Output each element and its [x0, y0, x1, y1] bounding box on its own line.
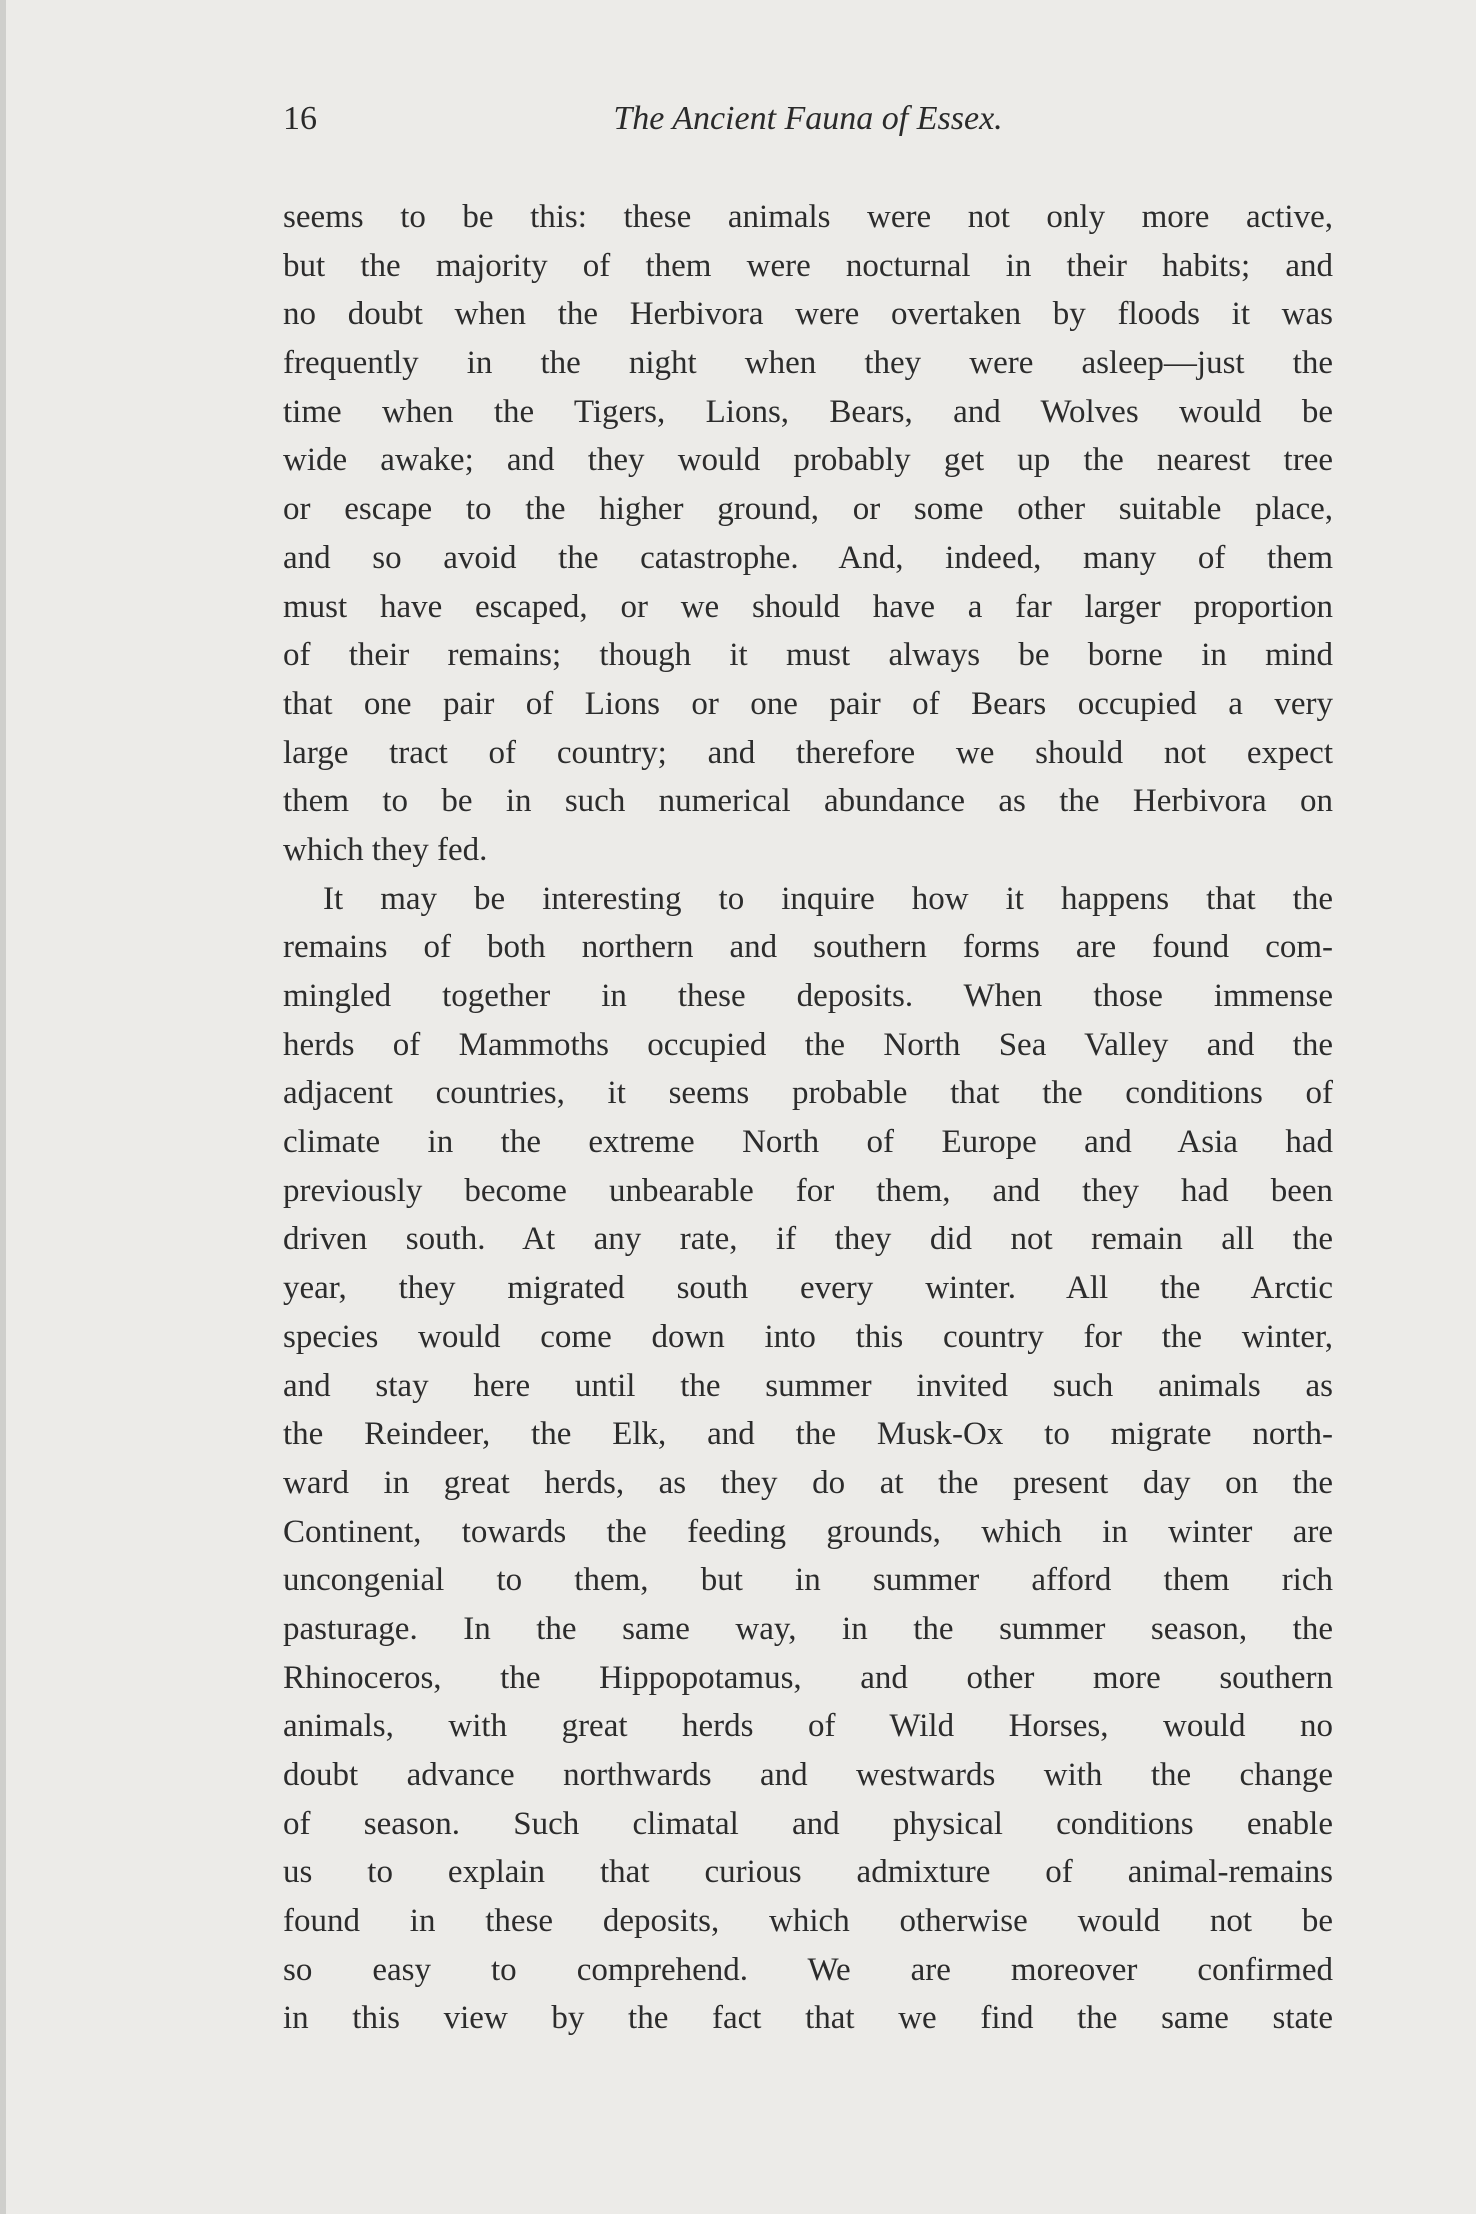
text-line: found in these deposits, which otherwise would not be: [283, 1903, 1333, 1940]
text-line: in this view by the fact that we find the same state: [283, 2000, 1333, 2037]
page-edge-shadow: [0, 0, 6, 2214]
text-line: adjacent countries, it seems probable that the conditions of: [283, 1075, 1333, 1112]
text-line: seems to be this: these animals were not only more active,: [283, 199, 1333, 235]
text-line: remains of both northern and southern forms are found com-: [283, 929, 1333, 966]
text-line: of their remains; though it must always be borne in mind: [283, 637, 1333, 674]
text-line: Rhinoceros, the Hippopotamus, and other more southern: [283, 1659, 1333, 1696]
text-line: them to be in such numerical abundance as the Herbivora on: [283, 783, 1333, 820]
text-line: It may be interesting to inquire how it happens that the: [323, 880, 1333, 917]
text-line: must have escaped, or we should have a far larger proportion: [283, 588, 1333, 625]
text-line: of season. Such climatal and physical conditions enable: [283, 1805, 1333, 1842]
body-text: [283, 193, 1333, 2043]
text-line: Continent, towards the feeding grounds, which in winter are: [283, 1513, 1333, 1550]
text-line: and so avoid the catastrophe. And, indeed, many of them: [283, 539, 1333, 576]
text-line: species would come down into this country for the winter,: [283, 1318, 1333, 1355]
text-line: pasturage. In the same way, in the summer season, the: [283, 1610, 1333, 1647]
text-line: previously become unbearable for them, and they had been: [283, 1172, 1333, 1209]
running-title: The Ancient Fauna of Essex.: [613, 100, 1003, 137]
text-line: herds of Mammoths occupied the North Sea Valley and the: [283, 1026, 1333, 1063]
text-line: mingled together in these deposits. When those immense: [283, 978, 1333, 1014]
text-line: frequently in the night when they were asleep—just the: [283, 345, 1333, 382]
text-line: uncongenial to them, but in summer afford them rich: [283, 1562, 1333, 1599]
text-line: year, they migrated south every winter. All the Arctic: [283, 1270, 1333, 1307]
text-line: doubt advance northwards and westwards with the change: [283, 1757, 1333, 1793]
text-line: us to explain that curious admixture of animal-remains: [283, 1854, 1333, 1891]
text-line: ward in great herds, as they do at the present day on the: [283, 1464, 1333, 1501]
text-line: time when the Tigers, Lions, Bears, and Wolves would be: [283, 393, 1333, 430]
text-line: climate in the extreme North of Europe and Asia had: [283, 1124, 1333, 1161]
page-number: 16: [283, 100, 317, 137]
text-line: large tract of country; and therefore we should not expect: [283, 734, 1333, 771]
text-line: but the majority of them were nocturnal in their habits; and: [283, 247, 1333, 284]
text-line: no doubt when the Herbivora were overtaken by floods it was: [283, 296, 1333, 333]
text-line: animals, with great herds of Wild Horses, would no: [283, 1708, 1333, 1745]
text-line: and stay here until the summer invited such animals as: [283, 1367, 1333, 1404]
text-line: that one pair of Lions or one pair of Bears occupied a very: [283, 685, 1333, 722]
text-line: which they fed.: [283, 831, 488, 868]
text-line: driven south. At any rate, if they did not remain all the: [283, 1221, 1333, 1258]
text-line: or escape to the higher ground, or some other suitable place,: [283, 491, 1333, 528]
text-line: the Reindeer, the Elk, and the Musk-Ox to migrate north-: [283, 1416, 1333, 1453]
text-line: wide awake; and they would probably get up the nearest tree: [283, 442, 1333, 479]
text-line: so easy to comprehend. We are moreover confirmed: [283, 1951, 1333, 1988]
page-header: [283, 100, 1333, 150]
